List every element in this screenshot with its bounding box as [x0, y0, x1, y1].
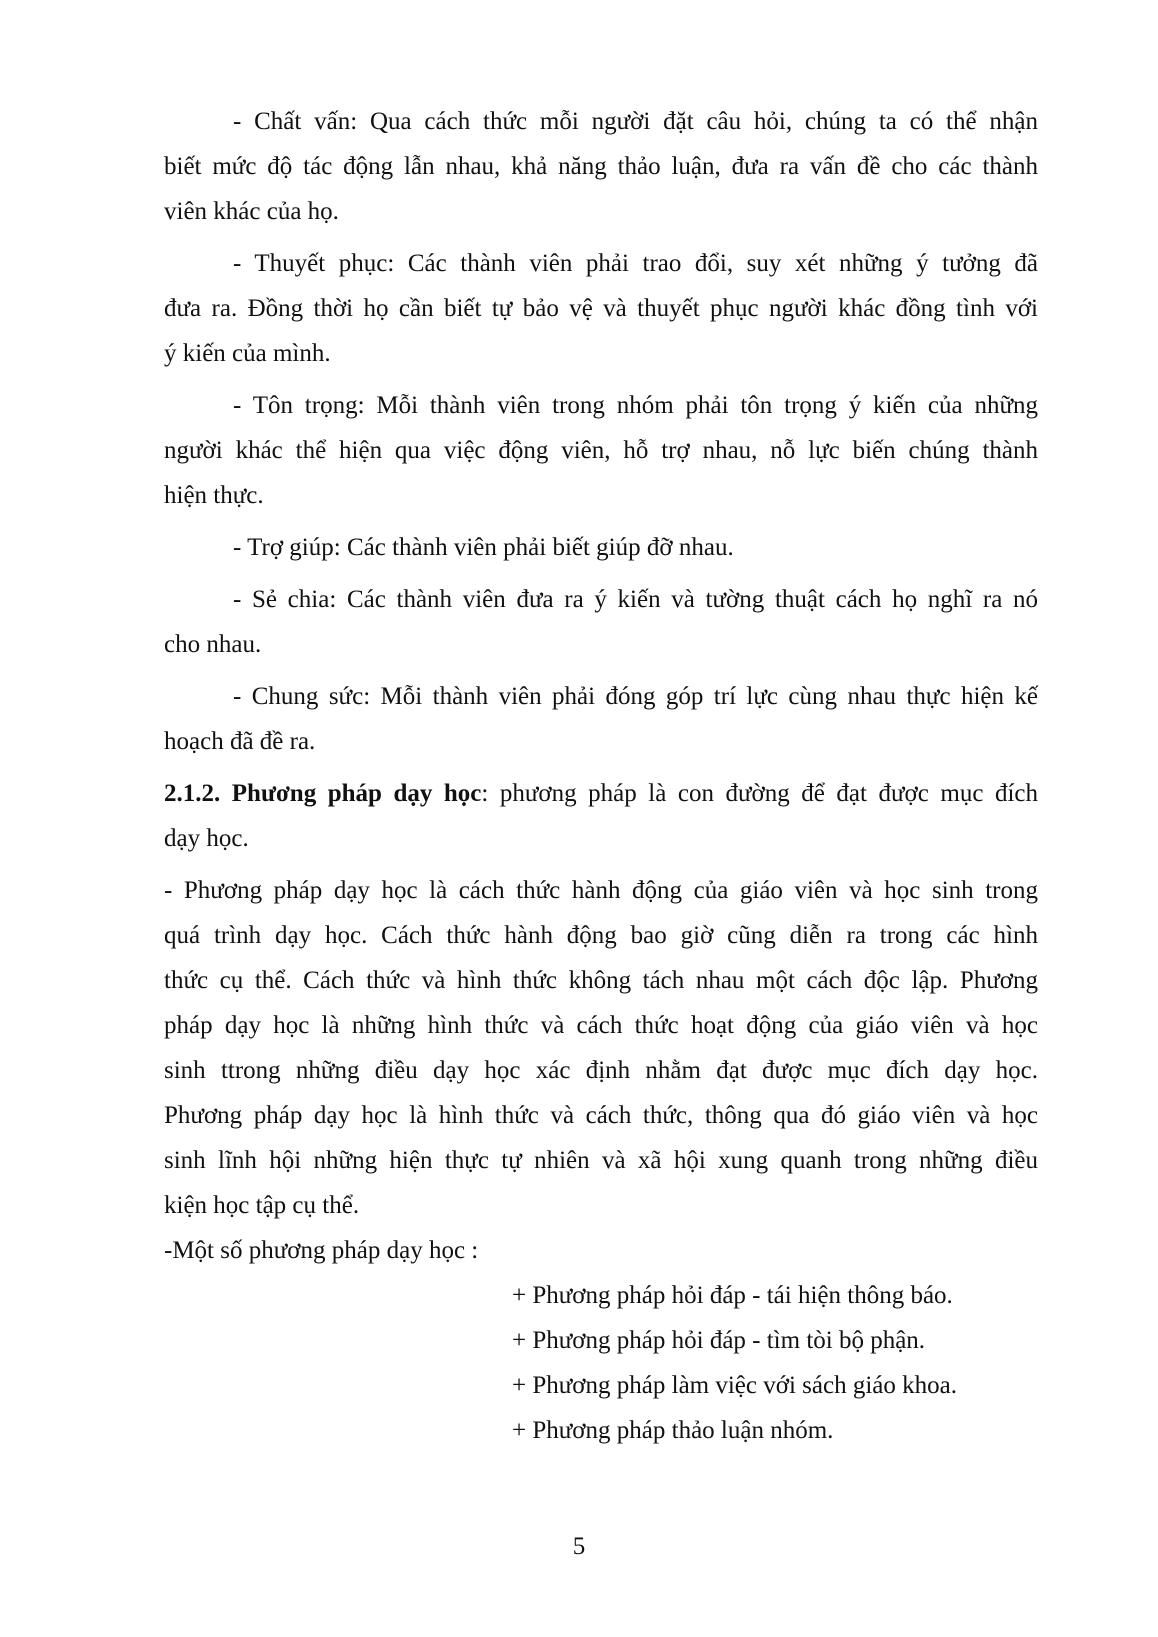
paragraph-tro-giup-line-1: - Trợ giúp: Các thành viên phải biết giúp đỡ nhau.	[233, 534, 734, 561]
section-heading-line-2: dạy học.	[164, 825, 249, 852]
definition-line-7: sinh lĩnh hội những hiện thực tự nhiên và xã hội xung quanh trong những điều	[164, 1147, 1038, 1174]
definition-line-3: thức cụ thể. Cách thức và hình thức không tách nhau một cách độc lập. Phương	[164, 967, 1038, 994]
method-item: + Phương pháp hỏi đáp - tái hiện thông báo.	[512, 1282, 953, 1309]
section-heading-line-1	[164, 779, 1038, 809]
paragraph-ton-trong-line-2: người khác thể hiện qua việc động viên, hỗ trợ nhau, nỗ lực biến chúng thành	[164, 437, 1038, 464]
paragraph-se-chia-line-1: - Sẻ chia: Các thành viên đưa ra ý kiến và tường thuật cách họ nghĩ ra nó	[233, 586, 1038, 613]
section-title-rest: : phương pháp là con đường để đạt được mục đích	[481, 780, 1038, 807]
method-item: + Phương pháp làm việc với sách giáo khoa.	[512, 1372, 957, 1399]
definition-line-2: quá trình dạy học. Cách thức hành động bao giờ cũng diễn ra trong các hình	[164, 922, 1038, 949]
paragraph-chat-van-line-2: biết mức độ tác động lẫn nhau, khả năng thảo luận, đưa ra vấn đề cho các thành	[164, 153, 1038, 180]
methods-intro: -Một số phương pháp dạy học :	[164, 1237, 479, 1264]
paragraph-chat-van-line-3: viên khác của họ.	[164, 198, 339, 225]
definition-line-6: Phương pháp dạy học là hình thức và cách thức, thông qua đó giáo viên và học	[164, 1102, 1038, 1129]
paragraph-thuyet-phuc-line-3: ý kiến của mình.	[164, 340, 331, 367]
definition-line-1: - Phương pháp dạy học là cách thức hành động của giáo viên và học sinh trong	[164, 877, 1038, 904]
paragraph-ton-trong-line-3: hiện thực.	[164, 482, 264, 509]
paragraph-thuyet-phuc-line-2: đưa ra. Đồng thời họ cần biết tự bảo vệ và thuyết phục người khác đồng tình với	[164, 295, 1038, 322]
method-item: + Phương pháp hỏi đáp - tìm tòi bộ phận.	[512, 1327, 926, 1354]
definition-line-8: kiện học tập cụ thể.	[164, 1192, 360, 1219]
definition-line-4: pháp dạy học là những hình thức và cách thức hoạt động của giáo viên và học	[164, 1012, 1038, 1039]
paragraph-thuyet-phuc-line-1: - Thuyết phục: Các thành viên phải trao đổi, suy xét những ý tưởng đã	[233, 250, 1038, 277]
paragraph-se-chia-line-2: cho nhau.	[164, 631, 262, 658]
section-title: 2.1.2. Phương pháp dạy học	[164, 780, 482, 807]
paragraph-chung-suc-line-1: - Chung sức: Mỗi thành viên phải đóng góp trí lực cùng nhau thực hiện kế	[233, 683, 1038, 710]
definition-line-5: sinh ttrong những điều dạy học xác định nhằm đạt được mục đích dạy học.	[164, 1057, 1038, 1084]
paragraph-chung-suc-line-2: hoạch đã đề ra.	[164, 728, 316, 755]
page-number: 5	[572, 1533, 586, 1560]
method-item: + Phương pháp thảo luận nhóm.	[512, 1417, 834, 1444]
paragraph-ton-trong-line-1: - Tôn trọng: Mỗi thành viên trong nhóm phải tôn trọng ý kiến của những	[233, 392, 1038, 419]
paragraph-chat-van-line-1: - Chất vấn: Qua cách thức mỗi người đặt câu hỏi, chúng ta có thể nhận	[233, 108, 1038, 135]
